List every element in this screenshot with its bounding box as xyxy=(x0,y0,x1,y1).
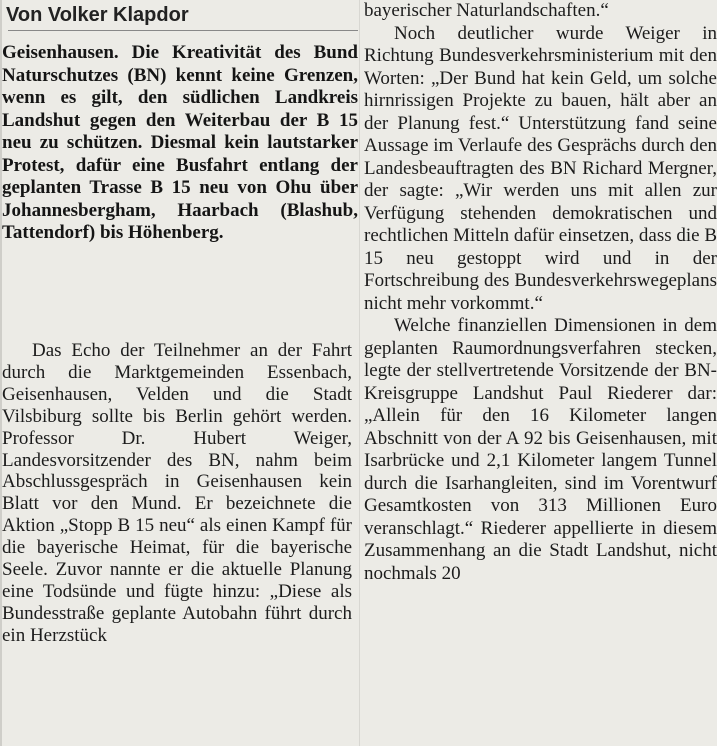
byline-rule xyxy=(8,30,358,31)
column-gutter xyxy=(359,0,360,746)
lead-text: Geisenhausen. Die Kreativität des Bund Naturschutzes (BN) kennt keine Grenzen, wenn es gilt, den südlichen Landkreis Landshut gegen den Weiterbau der B 15 neu zu schützen. Diesmal kein lautstarker Protest, dafür eine Busfahrt entlang der geplanten Trasse B 15 neu von Ohu über Johannesbergham, Haarbach (Blashub, Tattendorf) bis Höhenberg. xyxy=(2,42,358,243)
body-paragraph: Welche finanziellen Dimensionen in dem geplanten Raumordnungsverfahren stecken, legte der stellvertretende Vorsitzende der BN-Kreisgruppe Landshut Paul Riederer dar: „Allein für den 16 Kilometer langen Abschnitt von der A 92 bis Geisenhausen, mit Isarbrücke und 2,1 Kilometer langem Tunnel durch die Isarhangleiten, sind im Vorentwurf Gesamtkosten von 313 Millionen Euro veranschlagt.“ Riederer appellierte in diesem Zusammenhang an die Stadt Landshut, nicht nochmals 20 xyxy=(364,315,717,584)
right-body-text xyxy=(364,0,717,585)
body-paragraph: Das Echo der Teilnehmer an der Fahrt durch die Marktgemeinden Essenbach, Geisenhausen, Velden und die Stadt Vilsbiburg sollte bis Berlin gehört werden. Professor Dr. Hubert Weiger, Landesvorsitzender des BN, nahm beim Abschlussgespräch in Geisenhausen kein Blatt vor den Mund. Er bezeichnete die Aktion „Stopp B 15 neu“ als einen Kampf für die bayerische Heimat, für die bayerische Seele. Zuvor nannte er die aktuelle Planung eine Todsünde und fügte hinzu: „Diese als Bundesstraße geplante Autobahn führt durch ein Herzstück xyxy=(2,340,352,646)
left-body-text xyxy=(2,340,352,647)
byline: Von Volker Klapdor xyxy=(6,4,189,26)
continued-line: bayerischer Naturlandschaften.“ xyxy=(364,0,609,21)
body-paragraph: Noch deutlicher wurde Weiger in Richtung Bundesverkehrsministerium mit den Worten: „Der Bund hat kein Geld, um solche hirnrissigen Projekte zu bauen, hält aber an der Planung fest.“ Unterstützung fand seine Aussage im Verlaufe des Gesprächs durch den Landesbeauftragten des BN Richard Mergner, der sagte: „Wir werden uns mit allen zur Verfügung stehenden demokratischen und rechtlichen Mitteln dafür einsetzen, dass die B 15 neu gestoppt wird und in der Fortschreibung des Bundesverkehrswegeplans nicht mehr vorkommt.“ xyxy=(364,22,717,314)
lead-paragraph xyxy=(2,42,358,245)
